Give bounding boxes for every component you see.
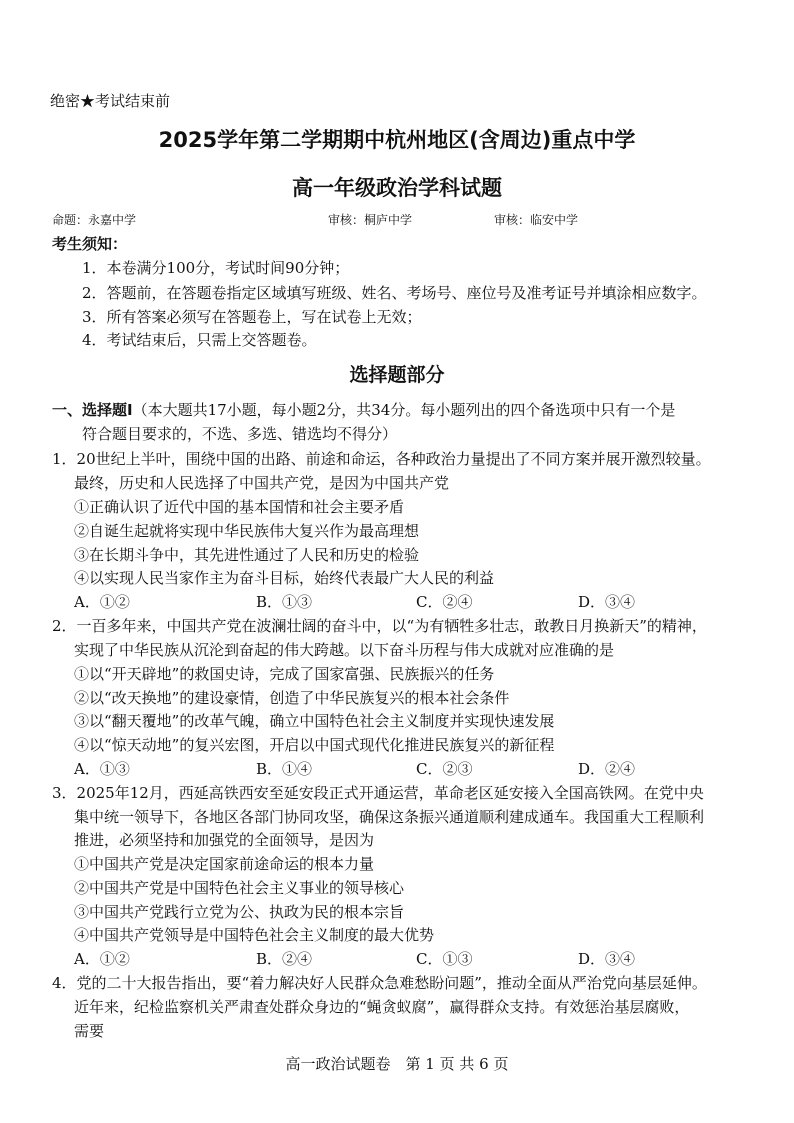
option-d: D．②④ xyxy=(578,760,636,778)
option-a: A．①③ xyxy=(74,760,130,778)
notice-heading: 考生须知： xyxy=(52,235,128,253)
statement: ④中国共产党领导是中国特色社会主义制度的最大优势 xyxy=(74,926,435,944)
statement: ①以“开天辟地”的救国史诗，完成了国家富强、民族振兴的任务 xyxy=(74,665,495,683)
question-stem: 1．20世纪上半叶，围绕中国的出路、前途和命运，各种政治力量提出了不同方案并展开激烈较量。 xyxy=(52,450,711,468)
question-stem: 实现了中华民族从沉沦到奋起的伟大跨越。以下奋斗历程与伟大成就对应准确的是 xyxy=(74,641,615,659)
notice-item: 3．所有答案必须写在答题卷上，写在试卷上无效； xyxy=(82,308,422,326)
section-title: 选择题部分 xyxy=(349,364,445,386)
reviewer-label-2: 审核：临安中学 xyxy=(494,213,579,227)
question-stem: 4．党的二十大报告指出，要“着力解决好人民群众急难愁盼问题”，推动全面从严治党向基层延伸。 xyxy=(52,974,707,992)
statement: ④以“惊天动地”的复兴宏图，开启以中国式现代化推进民族复兴的新征程 xyxy=(74,736,555,754)
question-stem: 最终，历史和人民选择了中国共产党，是因为中国共产党 xyxy=(74,474,450,492)
reviewer-label-1: 审核：桐庐中学 xyxy=(328,213,413,227)
statement: ①正确认识了近代中国的基本国情和社会主要矛盾 xyxy=(74,498,405,516)
statement: ②自诞生起就将实现中华民族伟大复兴作为最高理想 xyxy=(74,522,420,540)
question-stem: 近年来，纪检监察机关严肃查处群众身边的“蝇贪蚁腐”，赢得群众支持。有效惩治基层腐败， xyxy=(74,998,690,1016)
option-a: A．①② xyxy=(74,593,130,611)
option-b: B．①③ xyxy=(256,593,313,611)
option-c: C．②④ xyxy=(416,593,473,611)
option-b: B．①④ xyxy=(256,760,313,778)
option-d: D．③④ xyxy=(578,593,636,611)
exam-title: 2025学年第二学期期中杭州地区(含周边)重点中学 xyxy=(158,128,636,152)
statement: ①中国共产党是决定国家前途命运的根本力量 xyxy=(74,855,375,873)
question-stem: 2．一百多年来，中国共产党在波澜壮阔的奋斗中，以“为有牺牲多壮志，敢教日月换新天”的精神， xyxy=(52,617,707,635)
statement: ③在长期斗争中，其先进性通过了人民和历史的检验 xyxy=(74,546,420,564)
author-label: 命题：永嘉中学 xyxy=(52,213,137,227)
notice-item: 4．考试结束后，只需上交答题卷。 xyxy=(82,331,317,349)
statement: ②中国共产党是中国特色社会主义事业的领导核心 xyxy=(74,879,405,897)
page-footer: 高一政治试题卷 第 1 页 共 6 页 xyxy=(285,1055,509,1073)
question-stem: 集中统一领导下，各地区各部门协同攻坚，确保这条振兴通道顺利建成通车。我国重大工程顺利 xyxy=(74,808,705,826)
option-c: C．②③ xyxy=(416,760,473,778)
secret-mark: 绝密★考试结束前 xyxy=(50,92,171,110)
notice-item: 1．本卷满分100分，考试时间90分钟； xyxy=(82,259,350,277)
option-c: C．①③ xyxy=(416,950,473,968)
question-stem: 3．2025年12月，西延高铁西安至延安段正式开通运营，革命老区延安接入全国高铁网。在党中央 xyxy=(52,784,704,802)
question-stem: 需要 xyxy=(74,1022,105,1040)
statement: ④以实现人民当家作主为奋斗目标，始终代表最广大人民的利益 xyxy=(74,569,495,587)
part-description-cont: 符合题目要求的，不选、多选、错选均不得分） xyxy=(82,425,398,443)
option-d: D．③④ xyxy=(578,950,636,968)
part-label: 一、选择题Ⅰ xyxy=(52,401,133,419)
part-header xyxy=(52,399,675,420)
option-b: B．②④ xyxy=(256,950,313,968)
question-stem: 推进，必须坚持和加强党的全面领导，是因为 xyxy=(74,831,375,849)
statement: ③以“翻天覆地”的改革气魄，确立中国特色社会主义制度并实现快速发展 xyxy=(74,712,555,730)
part-description: （本大题共17小题，每小题2分，共34分。每小题列出的四个备选项中只有一个是 xyxy=(132,401,676,419)
option-a: A．①② xyxy=(74,950,130,968)
notice-item: 2．答题前，在答题卷指定区域填写班级、姓名、考场号、座位号及准考证号并填涂相应数字。 xyxy=(82,284,707,302)
exam-subtitle: 高一年级政治学科试题 xyxy=(292,176,502,200)
statement: ③中国共产党践行立党为公、执政为民的根本宗旨 xyxy=(74,903,405,921)
statement: ②以“改天换地”的建设豪情，创造了中华民族复兴的根本社会条件 xyxy=(74,689,510,707)
